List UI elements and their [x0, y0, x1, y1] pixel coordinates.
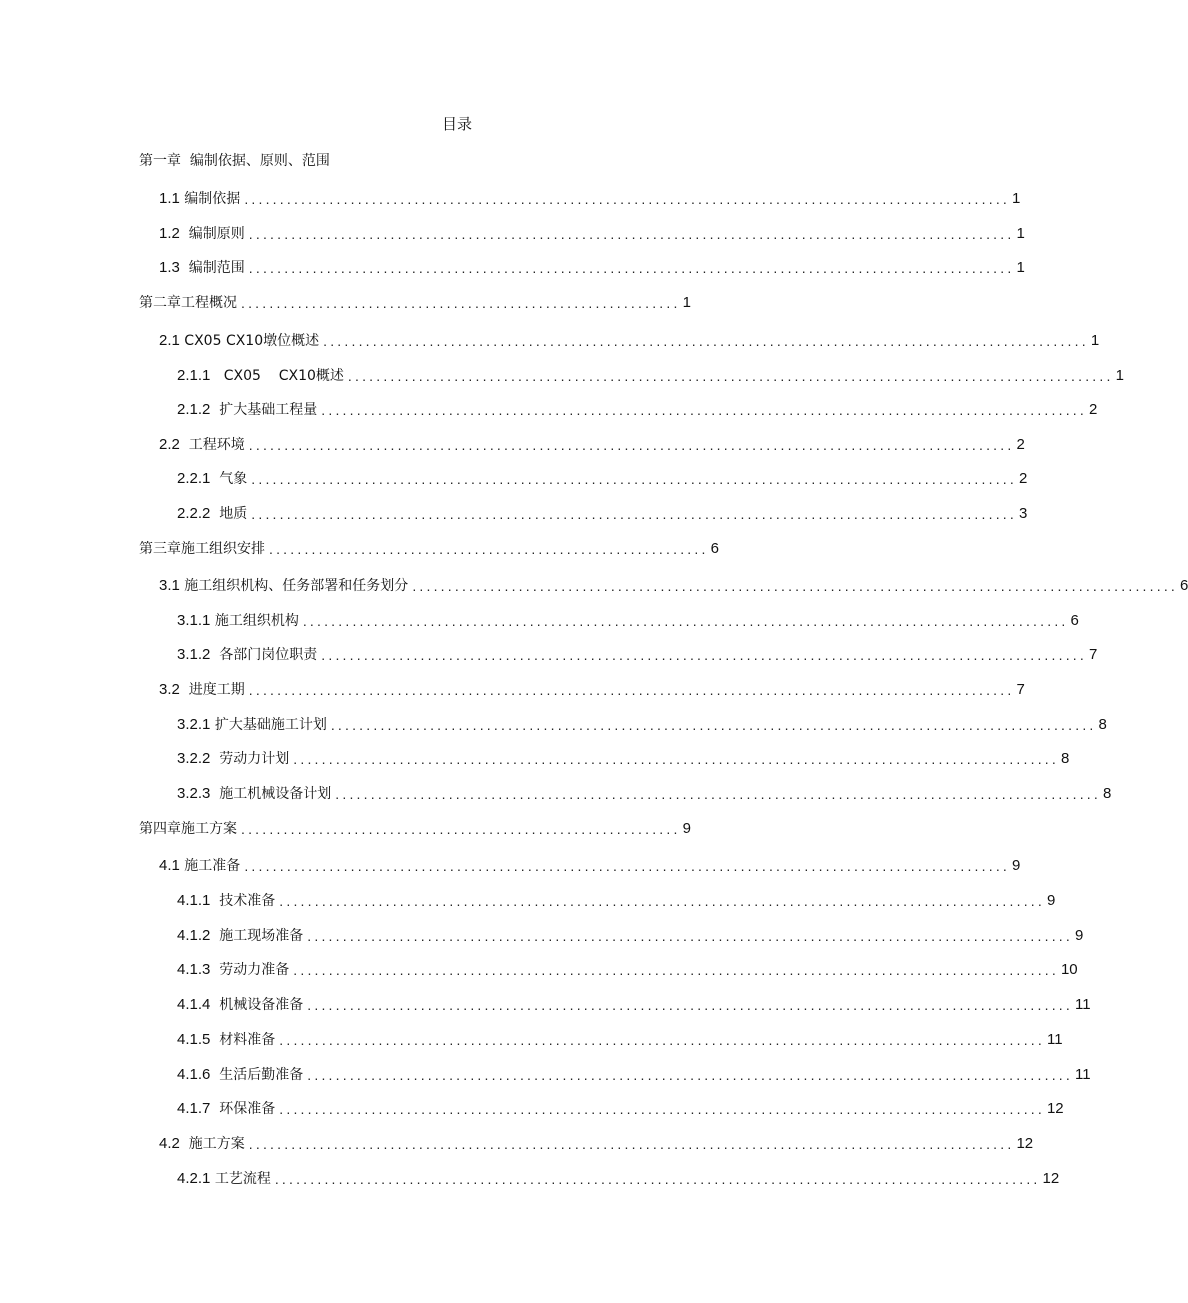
toc-entry-2-2-1[interactable] — [177, 467, 1028, 491]
toc-entry-text: 气象 — [210, 471, 248, 487]
toc-entry-number: 4.1.1 — [177, 892, 211, 909]
toc-dot-leader: ............................................................................................................ — [321, 402, 1087, 418]
toc-entry-text: 编制原则 — [179, 226, 245, 242]
toc-page-number: 1 — [682, 294, 691, 311]
toc-entry-number: 4.1.6 — [177, 1066, 211, 1083]
toc-page-number: 6 — [1180, 577, 1188, 594]
toc-entry-number: 2.2 — [159, 436, 180, 453]
toc-entry-text: 编制依据 — [179, 191, 241, 207]
toc-entry-text: 施工准备 — [179, 858, 241, 874]
toc-entry-number: 3.2.3 — [177, 785, 211, 802]
toc-entry-text: 生活后勤准备 — [210, 1067, 304, 1083]
toc-dot-leader: ............................................................................................................ — [279, 1101, 1045, 1117]
toc-entry-number: 4.1 — [159, 857, 180, 874]
toc-page-number: 8 — [1060, 750, 1070, 767]
toc-dot-leader: ............................................................................................................ — [330, 717, 1097, 733]
toc-page-number: 8 — [1098, 716, 1107, 733]
toc-title: 目录 — [441, 115, 472, 133]
toc-dot-leader: ............................................................................................................ — [251, 506, 1017, 522]
toc-dot-leader: ............................................................................................................ — [244, 191, 1010, 207]
toc-page-number: 12 — [1046, 1100, 1064, 1117]
toc-entry-text: 第二章工程概况 — [139, 295, 237, 311]
toc-entry-3-2-1[interactable] — [177, 713, 1107, 737]
toc-page-number: 9 — [1012, 857, 1021, 874]
toc-entry-4-1-1[interactable] — [177, 889, 1056, 913]
toc-entry-4-1-3[interactable] — [177, 958, 1078, 982]
toc-entry-text: 地质 — [210, 506, 248, 522]
toc-page-number: 7 — [1088, 646, 1098, 663]
toc-entry-number: 4.1.3 — [177, 961, 211, 978]
toc-page-number: 9 — [682, 820, 691, 837]
toc-entry-number: 2.1 — [159, 332, 180, 349]
toc-entry-4-1-4[interactable] — [177, 993, 1091, 1017]
toc-page-number: 9 — [1074, 927, 1084, 944]
toc-page-number: 11 — [1046, 1031, 1063, 1048]
toc-entry-2-1[interactable] — [159, 329, 1100, 353]
toc-dot-leader: ............................................................................................................ — [248, 437, 1015, 453]
toc-entry-text: 扩大基础施工计划 — [210, 717, 327, 733]
toc-page-number: 1 — [1016, 259, 1025, 276]
toc-entry-text: CX05 CX10概述 — [210, 368, 344, 384]
toc-chapter-2[interactable] — [139, 291, 691, 315]
toc-entry-number: 2.2.2 — [177, 505, 211, 522]
toc-page-number: 11 — [1074, 1066, 1091, 1083]
toc-dot-leader: ............................................................................................................ — [248, 226, 1015, 242]
toc-page-number: 8 — [1102, 785, 1112, 802]
toc-chapter-1[interactable] — [139, 149, 369, 173]
toc-entry-text: 各部门岗位职责 — [210, 647, 318, 663]
toc-entry-4-1-2[interactable] — [177, 924, 1084, 948]
toc-entry-1-1[interactable] — [159, 187, 1021, 211]
toc-entry-text: 环保准备 — [210, 1101, 276, 1117]
toc-entry-number: 4.1.7 — [177, 1100, 211, 1117]
toc-dot-leader: .............................................................. — [241, 821, 681, 837]
toc-entry-text: 第三章施工组织安排 — [139, 541, 265, 557]
toc-dot-leader: ............................................................................................................ — [274, 1171, 1041, 1187]
toc-dot-leader: ............................................................................................................ — [307, 1067, 1073, 1083]
toc-entry-2-2-2[interactable] — [177, 502, 1028, 526]
toc-entry-number: 4.1.2 — [177, 927, 211, 944]
toc-dot-leader: ............................................................................................................ — [293, 962, 1059, 978]
toc-dot-leader: .............................................................. — [241, 295, 681, 311]
toc-dot-leader: ............................................................................................................ — [248, 1136, 1015, 1152]
toc-entry-text: 工艺流程 — [210, 1171, 271, 1187]
toc-page-number: 2 — [1018, 470, 1028, 487]
toc-page-number: 6 — [1070, 612, 1079, 629]
toc-dot-leader: ............................................................................................................ — [307, 997, 1073, 1013]
toc-page-number: 2 — [1016, 436, 1025, 453]
toc-entry-4-1-7[interactable] — [177, 1097, 1064, 1121]
toc-entry-number: 4.2 — [159, 1135, 180, 1152]
toc-entry-text: CX05 CX10墩位概述 — [179, 333, 320, 349]
toc-entry-number: 3.1.2 — [177, 646, 211, 663]
toc-entry-number: 3.1 — [159, 577, 180, 594]
toc-entry-2-1-1[interactable] — [177, 364, 1124, 388]
toc-entry-4-1-6[interactable] — [177, 1063, 1091, 1087]
toc-entry-number: 4.1.5 — [177, 1031, 211, 1048]
toc-entry-4-2-1[interactable] — [177, 1167, 1060, 1191]
toc-entry-4-2[interactable] — [159, 1132, 1034, 1156]
toc-entry-text: 施工机械设备计划 — [210, 786, 332, 802]
toc-entry-text: 第四章施工方案 — [139, 821, 237, 837]
toc-dot-leader: ............................................................................................................ — [321, 647, 1087, 663]
toc-entry-text: 施工组织机构、任务部署和任务划分 — [179, 578, 409, 594]
toc-page-number: 6 — [710, 540, 719, 557]
toc-entry-text: 扩大基础工程量 — [210, 402, 318, 418]
toc-dot-leader: ............................................................................................................ — [293, 751, 1059, 767]
toc-entry-4-1[interactable] — [159, 854, 1021, 878]
toc-entry-1-3[interactable] — [159, 256, 1025, 280]
toc-entry-text: 机械设备准备 — [210, 997, 304, 1013]
toc-entry-3-1-1[interactable] — [177, 609, 1079, 633]
toc-entry-text: 劳动力准备 — [210, 962, 290, 978]
toc-entry-number: 4.1.4 — [177, 996, 211, 1013]
toc-entry-2-2[interactable] — [159, 433, 1025, 457]
toc-entry-number: 1.2 — [159, 225, 180, 242]
toc-entry-number: 1.1 — [159, 190, 180, 207]
toc-chapter-3[interactable] — [139, 537, 719, 561]
toc-dot-leader: ............................................................................................................ — [307, 928, 1073, 944]
toc-entry-text: 施工现场准备 — [210, 928, 304, 944]
toc-entry-number: 3.1.1 — [177, 612, 211, 629]
toc-entry-number: 3.2.2 — [177, 750, 211, 767]
toc-page-number: 12 — [1016, 1135, 1034, 1152]
toc-entry-3-1[interactable] — [159, 574, 1188, 598]
toc-entry-number: 1.3 — [159, 259, 180, 276]
toc-entry-text: 第一章 编制依据、原则、范围 — [139, 153, 330, 169]
toc-entry-3-2-3[interactable] — [177, 782, 1112, 806]
toc-page-number: 1 — [1012, 190, 1021, 207]
toc-page-number: 11 — [1074, 996, 1091, 1013]
toc-entry-3-2-2[interactable] — [177, 747, 1070, 771]
toc-entry-number: 2.1.1 — [177, 367, 211, 384]
toc-dot-leader: ............................................................................................................ — [412, 578, 1178, 594]
toc-dot-leader: ............................................................................................................ — [248, 682, 1015, 698]
toc-entry-text: 施工方案 — [179, 1136, 245, 1152]
toc-entry-text: 编制范围 — [179, 260, 245, 276]
toc-dot-leader: ............................................................................................................ — [251, 471, 1017, 487]
toc-entry-text: 材料准备 — [210, 1032, 276, 1048]
toc-entry-text: 劳动力计划 — [210, 751, 290, 767]
toc-dot-leader: ............................................................................................................ — [347, 368, 1114, 384]
toc-dot-leader: ............................................................................................................ — [244, 858, 1010, 874]
toc-entry-number: 3.2 — [159, 681, 180, 698]
toc-entry-3-1-2[interactable] — [177, 643, 1098, 667]
toc-entry-3-2[interactable] — [159, 678, 1025, 702]
toc-entry-1-2[interactable] — [159, 222, 1025, 246]
toc-dot-leader: ............................................................................................................ — [248, 260, 1015, 276]
toc-dot-leader: ............................................................................................................ — [302, 613, 1069, 629]
toc-page-number: 12 — [1042, 1170, 1060, 1187]
toc-entry-number: 2.2.1 — [177, 470, 211, 487]
toc-dot-leader: ............................................................................................................ — [335, 786, 1101, 802]
toc-dot-leader: ............................................................................................................ — [279, 893, 1045, 909]
toc-chapter-4[interactable] — [139, 817, 691, 841]
toc-entry-number: 3.2.1 — [177, 716, 211, 733]
toc-page-number: 7 — [1016, 681, 1025, 698]
toc-dot-leader: ............................................................................................................ — [279, 1032, 1045, 1048]
toc-entry-number: 4.2.1 — [177, 1170, 211, 1187]
toc-dot-leader: ............................................................................................................ — [323, 333, 1089, 349]
toc-entry-2-1-2[interactable] — [177, 398, 1098, 422]
toc-page-number: 2 — [1088, 401, 1098, 418]
toc-page-number: 1 — [1115, 367, 1124, 384]
toc-entry-text: 施工组织机构 — [210, 613, 299, 629]
toc-entry-text: 技术准备 — [210, 893, 276, 909]
toc-dot-leader: .............................................................. — [269, 541, 709, 557]
toc-entry-4-1-5[interactable] — [177, 1028, 1063, 1052]
toc-entry-text: 进度工期 — [179, 682, 245, 698]
toc-page-number: 10 — [1060, 961, 1078, 978]
toc-entry-number: 2.1.2 — [177, 401, 211, 418]
toc-page-number: 3 — [1018, 505, 1028, 522]
toc-entry-text: 工程环境 — [179, 437, 245, 453]
toc-page-number: 1 — [1016, 225, 1025, 242]
toc-page-number: 9 — [1046, 892, 1056, 909]
toc-page-number: 1 — [1090, 332, 1100, 349]
